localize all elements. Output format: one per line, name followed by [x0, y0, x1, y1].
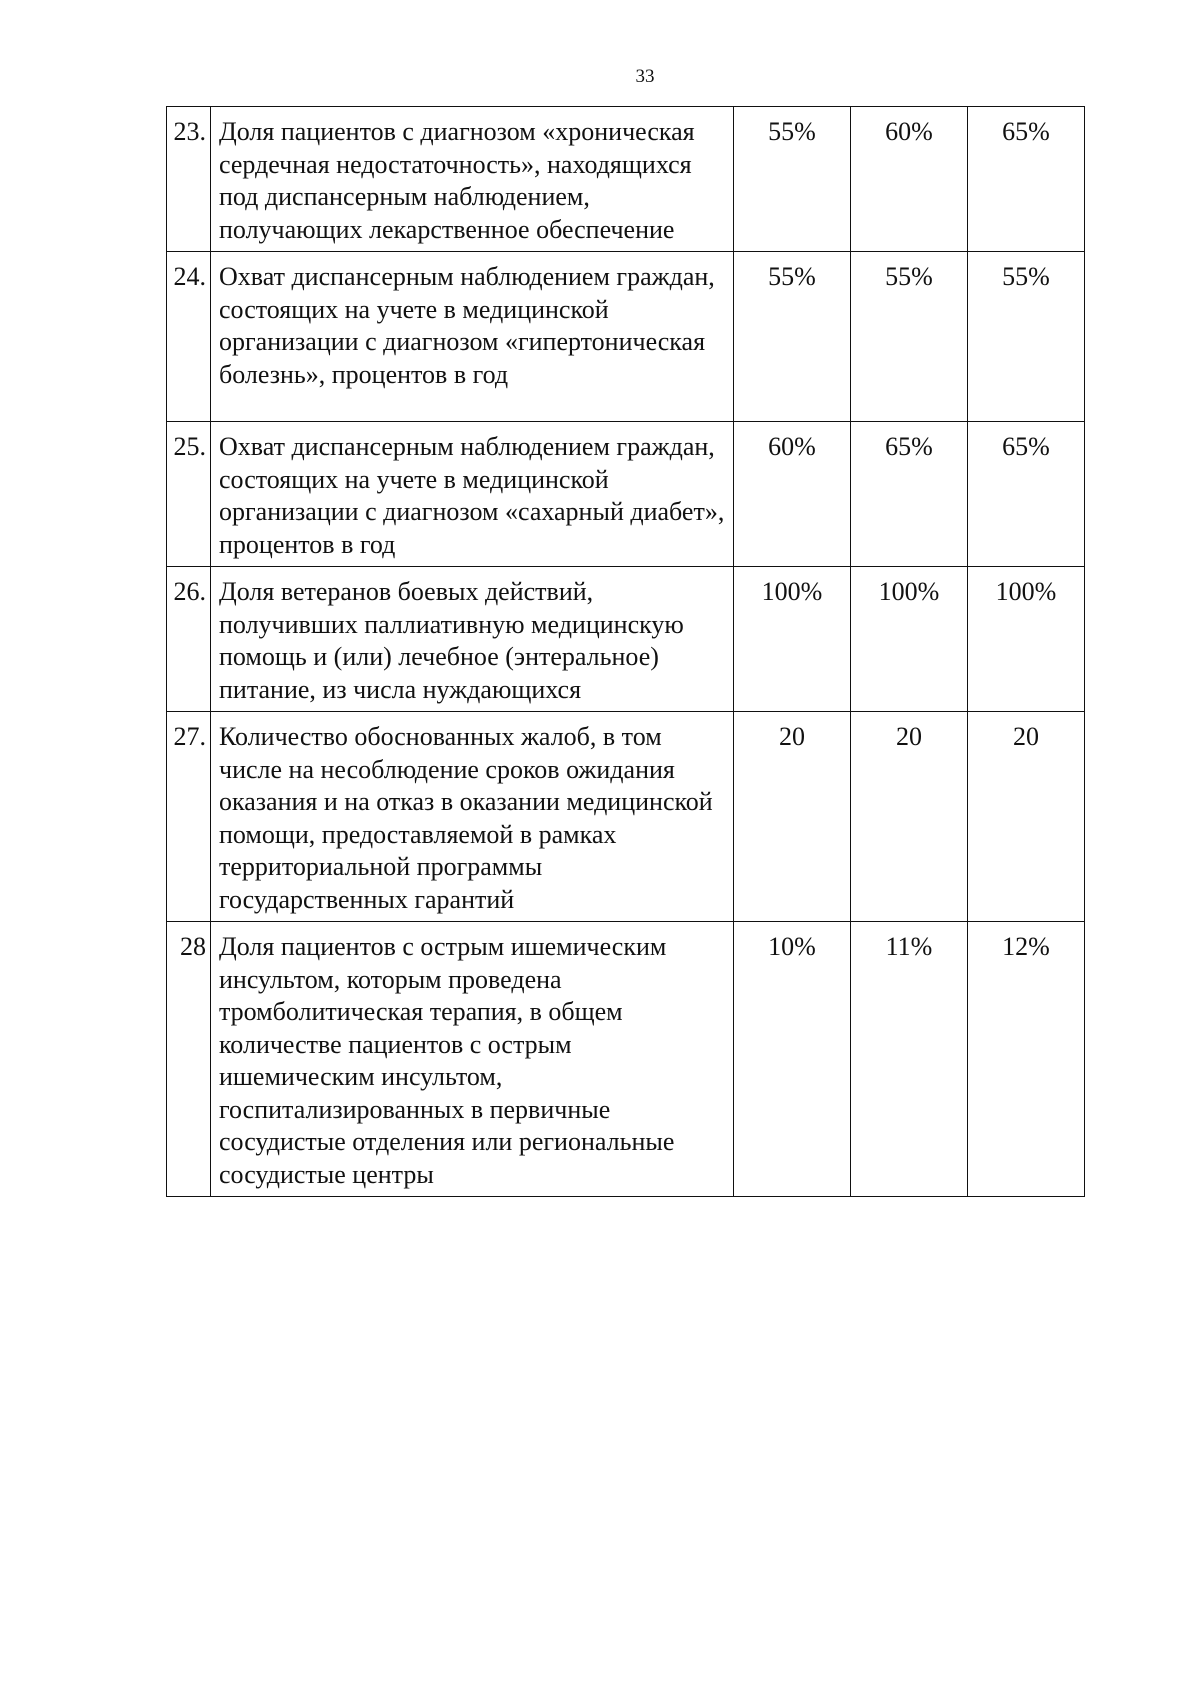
value-cell-3: 100%	[968, 567, 1085, 712]
table-row	[167, 712, 1085, 922]
value-cell-3: 55%	[968, 252, 1085, 422]
row-number: 28	[167, 922, 211, 1197]
row-number: 26.	[167, 567, 211, 712]
indicator-name: Количество обоснованных жалоб, в том числе на несоблюдение сроков ожидания оказания и на отказ в оказании медицинской помощи, предоставляемой в рамках территориальной программы государственных гарантий	[211, 712, 734, 922]
row-number: 25.	[167, 422, 211, 567]
value-cell-1: 10%	[734, 922, 851, 1197]
table-row	[167, 567, 1085, 712]
indicator-name: Охват диспансерным наблюдением граждан, состоящих на учете в медицинской организации с диагнозом «гипертоническая болезнь», процентов в год	[211, 252, 734, 422]
value-cell-2: 55%	[851, 252, 968, 422]
value-cell-1: 55%	[734, 252, 851, 422]
table-row	[167, 422, 1085, 567]
table-row	[167, 107, 1085, 252]
table-row	[167, 922, 1085, 1197]
page-number: 33	[635, 66, 655, 87]
value-cell-1: 100%	[734, 567, 851, 712]
indicator-table	[166, 106, 1085, 1197]
value-cell-3: 20	[968, 712, 1085, 922]
value-cell-3: 65%	[968, 422, 1085, 567]
value-cell-1: 60%	[734, 422, 851, 567]
indicator-name: Доля пациентов с острым ишемическим инсультом, которым проведена тромболитическая терапия, в общем количестве пациентов с острым ишемическим инсультом, госпитализированных в первичные сосудистые отделения или региональные сосудистые центры	[211, 922, 734, 1197]
row-number: 23.	[167, 107, 211, 252]
row-number: 24.	[167, 252, 211, 422]
row-number: 27.	[167, 712, 211, 922]
value-cell-3: 65%	[968, 107, 1085, 252]
value-cell-2: 60%	[851, 107, 968, 252]
value-cell-2: 20	[851, 712, 968, 922]
value-cell-2: 65%	[851, 422, 968, 567]
value-cell-3: 12%	[968, 922, 1085, 1197]
value-cell-2: 11%	[851, 922, 968, 1197]
indicator-name: Доля ветеранов боевых действий, получивших паллиативную медицинскую помощь и (или) лечебное (энтеральное) питание, из числа нуждающихся	[211, 567, 734, 712]
value-cell-1: 55%	[734, 107, 851, 252]
indicator-name: Доля пациентов с диагнозом «хроническая сердечная недостаточность», находящихся под диспансерным наблюдением, получающих лекарственное обеспечение	[211, 107, 734, 252]
value-cell-1: 20	[734, 712, 851, 922]
indicator-name: Охват диспансерным наблюдением граждан, состоящих на учете в медицинской организации с диагнозом «сахарный диабет», процентов в год	[211, 422, 734, 567]
table-row	[167, 252, 1085, 422]
value-cell-2: 100%	[851, 567, 968, 712]
